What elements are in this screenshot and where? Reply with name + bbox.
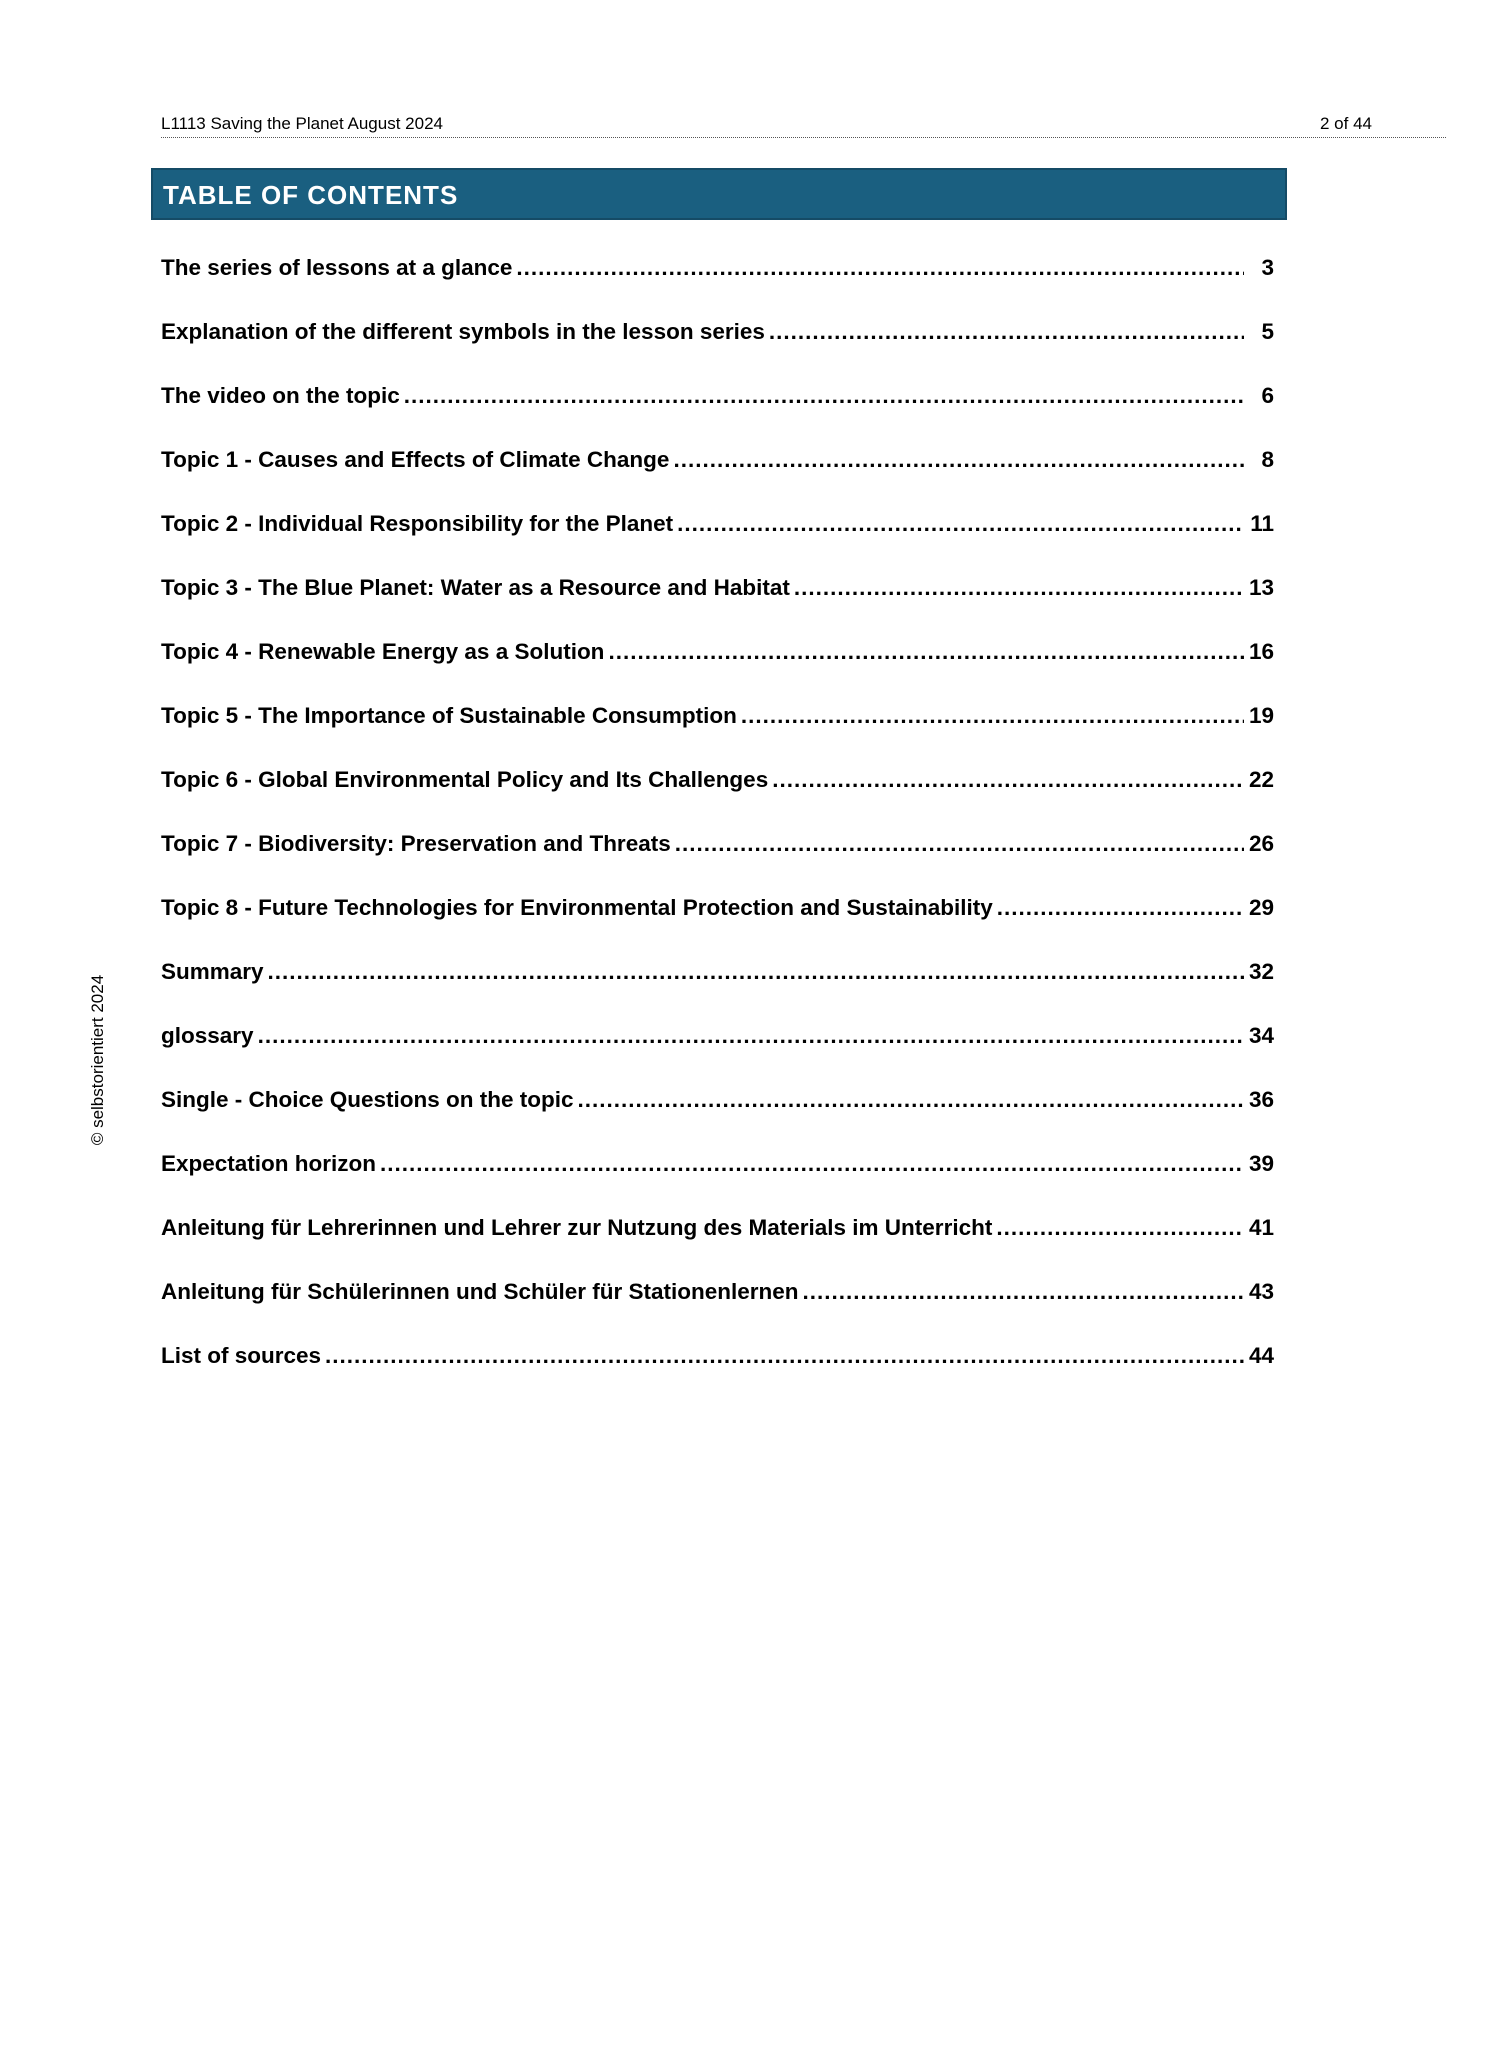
toc-heading-banner — [151, 168, 1287, 220]
toc-entry-title: Anleitung für Schülerinnen und Schüler für Stationenlernen — [161, 1279, 799, 1304]
toc-entry-page: 43 — [1248, 1279, 1274, 1304]
toc-entry-title: Topic 3 - The Blue Planet: Water as a Resource and Habitat — [161, 575, 790, 600]
dot-leader — [677, 504, 1244, 544]
dot-leader — [675, 824, 1244, 864]
dot-leader — [997, 888, 1244, 928]
toc-entry[interactable] — [161, 1208, 1274, 1272]
document-title: L1113 Saving the Planet August 2024 — [161, 114, 443, 133]
toc-entry[interactable] — [161, 824, 1274, 888]
dot-leader — [772, 760, 1244, 800]
toc-entry-page: 8 — [1261, 447, 1274, 472]
dot-leader — [741, 696, 1244, 736]
toc-entry[interactable] — [161, 568, 1274, 632]
toc-entry-page: 6 — [1261, 383, 1274, 408]
toc-entry-page: 3 — [1261, 255, 1274, 280]
toc-entry-title: The video on the topic — [161, 383, 400, 408]
toc-entry[interactable] — [161, 1272, 1274, 1336]
dot-leader — [268, 952, 1244, 992]
page-indicator: 2 of 44 — [1320, 114, 1372, 133]
toc-entry-title: Topic 5 - The Importance of Sustainable Consumption — [161, 703, 737, 728]
toc-entry-title: Anleitung für Lehrerinnen und Lehrer zur Nutzung des Materials im Unterricht — [161, 1215, 993, 1240]
toc-entry[interactable] — [161, 248, 1274, 312]
toc-entry-title: Topic 7 - Biodiversity: Preservation and Threats — [161, 831, 671, 856]
toc-entry-page: 5 — [1261, 319, 1274, 344]
toc-entry[interactable] — [161, 1080, 1274, 1144]
toc-entry-page: 26 — [1248, 831, 1274, 856]
toc-heading: TABLE OF CONTENTS — [163, 180, 459, 210]
dot-leader — [794, 568, 1244, 608]
dot-leader — [325, 1336, 1244, 1376]
toc-entry-title: Summary — [161, 959, 264, 984]
toc-entry-page: 13 — [1248, 575, 1274, 600]
page-header — [161, 113, 1446, 138]
toc-entry-page: 32 — [1248, 959, 1274, 984]
dot-leader — [258, 1016, 1244, 1056]
toc-entry-title: glossary — [161, 1023, 254, 1048]
toc-entry-title: Single - Choice Questions on the topic — [161, 1087, 574, 1112]
toc-entry[interactable] — [161, 440, 1274, 504]
toc-entry-page: 16 — [1248, 639, 1274, 664]
toc-entry[interactable] — [161, 696, 1274, 760]
toc-entry-title: List of sources — [161, 1343, 322, 1368]
dot-leader — [578, 1080, 1244, 1120]
toc-entry-title: Topic 1 - Causes and Effects of Climate Change — [161, 447, 670, 472]
toc-entry-page: 19 — [1248, 703, 1274, 728]
toc-entry[interactable] — [161, 760, 1274, 824]
toc-entry[interactable] — [161, 504, 1274, 568]
copyright-notice: © selbstorientiert 2024 — [88, 974, 107, 1146]
dot-leader — [769, 312, 1244, 352]
toc-entry-page: 22 — [1248, 767, 1274, 792]
toc-entry-page: 44 — [1248, 1343, 1274, 1368]
dot-leader — [404, 376, 1244, 416]
toc-entry-page: 41 — [1248, 1215, 1274, 1240]
toc-list — [161, 248, 1274, 1400]
dot-leader — [516, 248, 1244, 288]
toc-entry[interactable] — [161, 1144, 1274, 1208]
toc-entry-page: 36 — [1248, 1087, 1274, 1112]
toc-entry[interactable] — [161, 376, 1274, 440]
toc-entry-title: Expectation horizon — [161, 1151, 377, 1176]
toc-entry-title: Topic 2 - Individual Responsibility for the Planet — [161, 511, 674, 536]
toc-entry-title: Topic 4 - Renewable Energy as a Solution — [161, 639, 605, 664]
toc-entry-title: Topic 6 - Global Environmental Policy and Its Challenges — [161, 767, 769, 792]
toc-entry[interactable] — [161, 888, 1274, 952]
toc-entry-page: 29 — [1248, 895, 1274, 920]
toc-entry-page: 11 — [1250, 511, 1274, 536]
toc-entry-title: Explanation of the different symbols in the lesson series — [161, 319, 765, 344]
toc-entry[interactable] — [161, 952, 1274, 1016]
dot-leader — [803, 1272, 1244, 1312]
dot-leader — [608, 632, 1244, 672]
toc-entry-page: 34 — [1248, 1023, 1274, 1048]
toc-entry-page: 39 — [1248, 1151, 1274, 1176]
dot-leader — [996, 1208, 1244, 1248]
toc-entry[interactable] — [161, 1016, 1274, 1080]
toc-entry-title: The series of lessons at a glance — [161, 255, 513, 280]
toc-entry[interactable] — [161, 632, 1274, 696]
dot-leader — [380, 1144, 1244, 1184]
toc-entry-title: Topic 8 - Future Technologies for Environmental Protection and Sustainability — [161, 895, 993, 920]
dot-leader — [673, 440, 1244, 480]
toc-entry[interactable] — [161, 312, 1274, 376]
toc-entry[interactable] — [161, 1336, 1274, 1400]
